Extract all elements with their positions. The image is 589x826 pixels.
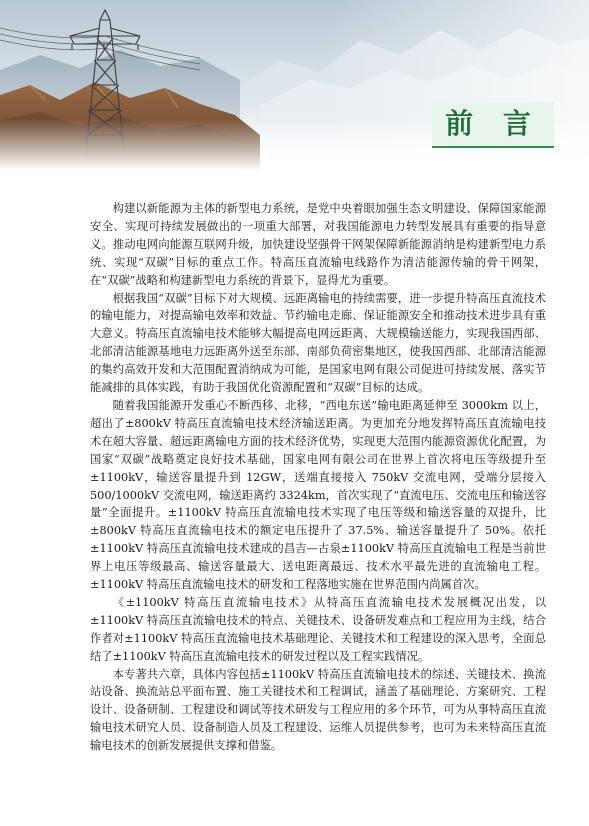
page-title: 前 言	[445, 107, 541, 140]
chapter-heading-box	[432, 102, 554, 148]
paragraph: 根据我国“双碳”目标下对大规模、远距离输电的持续需要，进一步提升特高压直流技术的输电能力，对提高输电效率和效益、节约输电走廊、保证能源安全和推动技术进步具有重大意义。特高压直流输电技术能够大幅提高电网远距离、大规模输送能力，实现我国西部、北部清洁能源基地电力远距离外送至东部、南部负荷密集地区，使我国西部、北部清洁能源的集约高效开发和大范围配置消纳成为可能，是国家电网有限公司促进可持续发展、落实节能减排的具体实践，有助于我国优化资源配置和“双碳”目标的达成。	[90, 291, 546, 395]
paragraph: 构建以新能源为主体的新型电力系统，是党中央着眼加强生态文明建设、保障国家能源安全、实现可持续发展做出的一项重大部署，对我国能源电力转型发展具有重要的指导意义。推动电网向能源互联网升级，加快建设坚强骨干网架保障新能源消纳是构建新型电力系统、实现“双碳”目标的重点工作。特高压直流输电线路作为清洁能源传输的骨干网架，在“双碳”战略和构建新型电力系统的背景下，显得尤为重要。	[90, 202, 546, 287]
paragraph: 随着我国能源开发重心不断西移、北移，“西电东送”输电距离延伸至 3000km 以上，超出了±800kV 特高压直流输电技术经济输送距离。为更加充分地发挥特高压直流输电技术在超大容量、超远距离输电方面的技术经济优势，实现更大范围内能源资源优化配置，为国家“双碳”战略奠定良好技术基础，国家电网有限公司在世界上首次将电压等级提升至±1100kV，输送容量提升到 12GW，送端直接接入 750kV 交流电网，受端分层接入500/1000kV 交流电网，输送距离约 3324km，首次实现了“直流电压、交流电压和输送容量”全面提升。±1100kV 特高压直流输电技术实现了电压等级和输送容量的双提升，比±800kV 特高压直流输电技术的额定电压提升了 37.5%、输送容量提升了 50%。依托±1100kV 特高压直流输电技术建成的昌吉—古泉±1100kV 特高压直流输电工程是当前世界上电压等级最高、输送容量最大、送电距离最远、技术水平最先进的直流输电工程。±1100kV 特高压直流输电技术的研发和工程落地实施在世界范围内尚属首次。	[90, 398, 546, 592]
preface-body	[90, 200, 546, 755]
paragraph: 《±1100kV 特高压直流输电技术》从特高压直流输电技术发展概况出发，以±1100kV 特高压直流输电技术的特点、关键技术、设备研发难点和工程应用为主线，结合作者对±1100kV 特高压直流输电技术基础理论、关键技术和工程建设的深入思考，全面总结了±1100kV 特高压直流输电技术的研发过程以及工程实践情况。	[90, 595, 546, 663]
paragraph: 本专著共六章，具体内容包括±1100kV 特高压直流输电技术的综述、关键技术、换流站设备、换流站总平面布置、施工关键技术和工程调试，涵盖了基础理论、方案研究、工程设计、设备研制、工程建设和调试等技术研发与工程应用的多个环节，可为从事特高压直流输电技术研究人员、设备制造人员及工程建设、运维人员提供参考，也可为未来特高压直流输电技术的创新发展提供支撑和借鉴。	[90, 667, 546, 753]
